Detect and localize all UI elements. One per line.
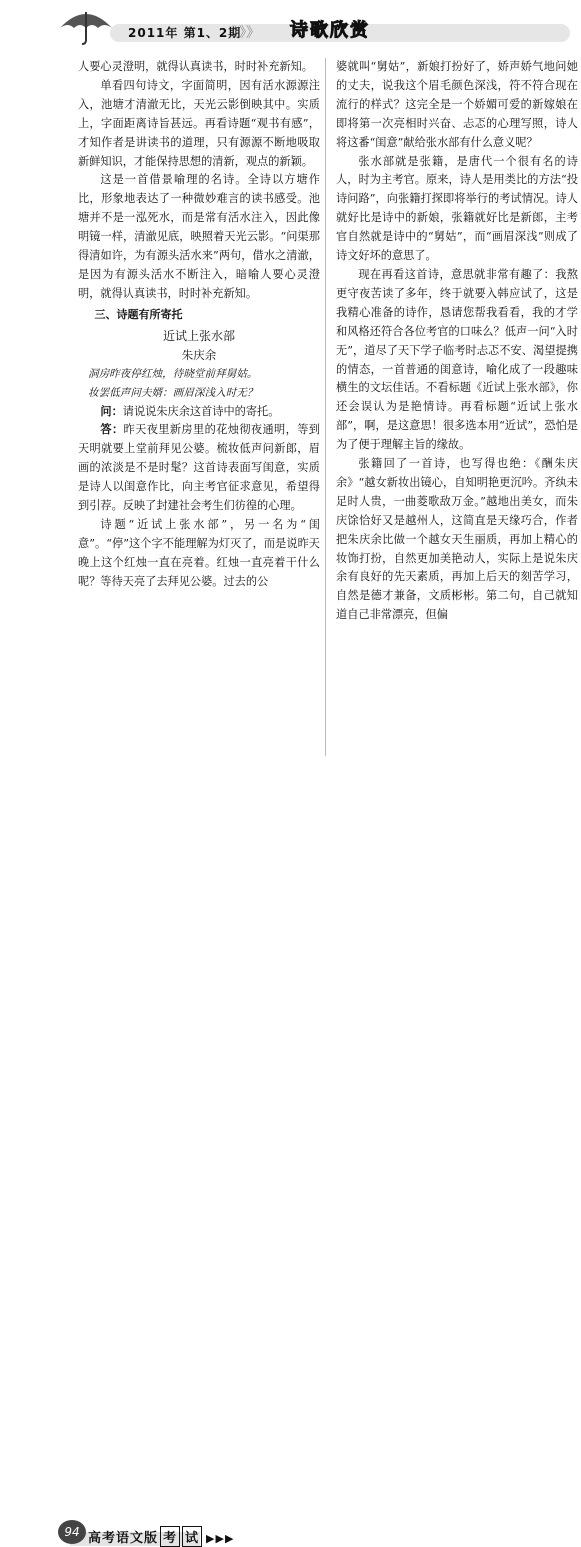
magazine-box: 试 — [182, 1526, 202, 1547]
arrow-icon: ▶▶▶ — [206, 1532, 235, 1545]
paragraph: 张水部就是张籍，是唐代一个很有名的诗人，时为主考官。原来，诗人是用类比的方法“投诗问路”，向张籍打探即将举行的考试情况。诗人就好比是诗中的新娘，张籍就好比是新郎，主考官自然就是诗中的“舅姑”，而“画眉深浅”则成了诗文好坏的意思了。 — [336, 154, 578, 263]
paragraph: 单看四句诗文，字面简明，因有活水源源注入，池塘才清澈无比，天光云影倒映其中。实质上，字面距离诗旨甚远。再看诗题“观书有感”，才知作者是讲读书的道理，只有源源不断地吸取新鲜知识，才能保持思想的清新，观点的新颖。 — [78, 78, 320, 168]
column-divider — [325, 58, 326, 756]
question — [78, 403, 320, 422]
answer-text: 昨天夜里新房里的花烛彻夜通明，等到天明就要上堂前拜见公婆。梳妆低声问新郎，眉画的浓淡是不是时髦？这首诗表面写闺意，实质是诗人以闺意作比，向主考官征求意见，希望得到引荐。反映了封建社会考生们彷徨的心理。 — [78, 423, 320, 513]
paragraph: 人要心灵澄明，就得认真读书，时时补充新知。 — [78, 60, 313, 73]
page-header — [0, 0, 581, 52]
magazine-name: 高考语文版 — [88, 1531, 159, 1546]
answer-label: 答： — [100, 423, 124, 437]
magazine-title — [88, 1526, 234, 1547]
paragraph: 婆就叫“舅姑”，新娘打扮好了，娇声娇气地问她的丈夫，说我这个眉毛颜色深浅，符不符合现在流行的样式？这完全是一个娇媚可爱的新嫁娘在即将第一次亮相时兴奋、忐忑的心理写照，诗人将这番“闺意”献给张水部有什么意义呢？ — [336, 60, 578, 149]
page-footer — [0, 760, 581, 1546]
poem-line: 洞房昨夜停红烛，待晓堂前拜舅姑。 — [88, 367, 258, 380]
poem-author: 朱庆余 — [181, 347, 217, 362]
magazine-box: 考 — [160, 1526, 180, 1547]
left-column — [78, 58, 320, 592]
question-text: 请说说朱庆余这首诗中的寄托。 — [122, 404, 280, 418]
question-label: 问： — [100, 404, 123, 418]
column-title: 诗歌欣赏 — [290, 20, 370, 41]
paragraph: 这是一首借景喻理的名诗。全诗以方塘作比，形象地表达了一种微妙难言的读书感受。池塘并不是一泓死水，而是常有活水注入，因此像明镜一样，清澈见底，映照着天光云影。“问渠那得清如许，为有源头活水来”两句，借水之清澈，是因为有源头活水不断注入，暗喻人要心灵澄明，就得认真读书，时时补充新知。 — [78, 173, 320, 300]
poem-line: 妆罢低声问夫婿：画眉深浅入时无？ — [88, 386, 258, 399]
answer — [78, 421, 320, 516]
right-column — [336, 58, 578, 625]
paragraph: 张籍回了一首诗，也写得也绝：《酬朱庆余》“越女新妆出镜心，自知明艳更沉吟。齐纨未足时人贵，一曲菱歌敌万金。”越地出美女，而朱庆馀恰好又是越州人，这简直是天缘巧合，作者把朱庆余比做一个越女天生丽质，再加上精心的妆饰打扮，自然更加美艳动人，实际上是说朱庆余有良好的先天素质，再加上后天的刻苦学习，自然是德才兼备，文质彬彬。第二句，自己就知道自己非常漂亮，但偏 — [336, 457, 578, 622]
paragraph: 现在再看这首诗，意思就非常有趣了：我熬更守夜苦读了多年，终于就要入韩应试了，这是我精心准备的诗作，恳请您帮我看看，我的才学和风格还符合各位考官的口味么？低声一问“入时无”，道尽了天下学子临考时忐忑不安、渴望提携的情态，一首普通的闺意诗，喻化成了一段趣味横生的文坛佳话。不看标题《近试上张水部》，你还会误认为是艳情诗。再看标题“近试上张水部”，啊，是这意思！很多选本用“近试”，恐怕是为了便于理解主旨的缘故。 — [336, 267, 578, 452]
page-number: 94 — [58, 1520, 86, 1544]
chevron-decoration: 》》》 — [232, 25, 260, 41]
poem-title: 近试上张水部 — [162, 328, 235, 343]
section-heading: 三、诗题有所寄托 — [94, 307, 183, 321]
issue-label: 2011年 第1、2期 — [128, 26, 242, 40]
paragraph: 诗题“近试上张水部”，另一名为“闺意”。“停”这个字不能理解为灯灭了，而是说昨天晚上这个红烛一直在亮着。红烛一直亮着干什么呢？等待天亮了去拜见公婆。过去的公 — [78, 517, 320, 588]
umbrella-icon — [56, 6, 116, 46]
